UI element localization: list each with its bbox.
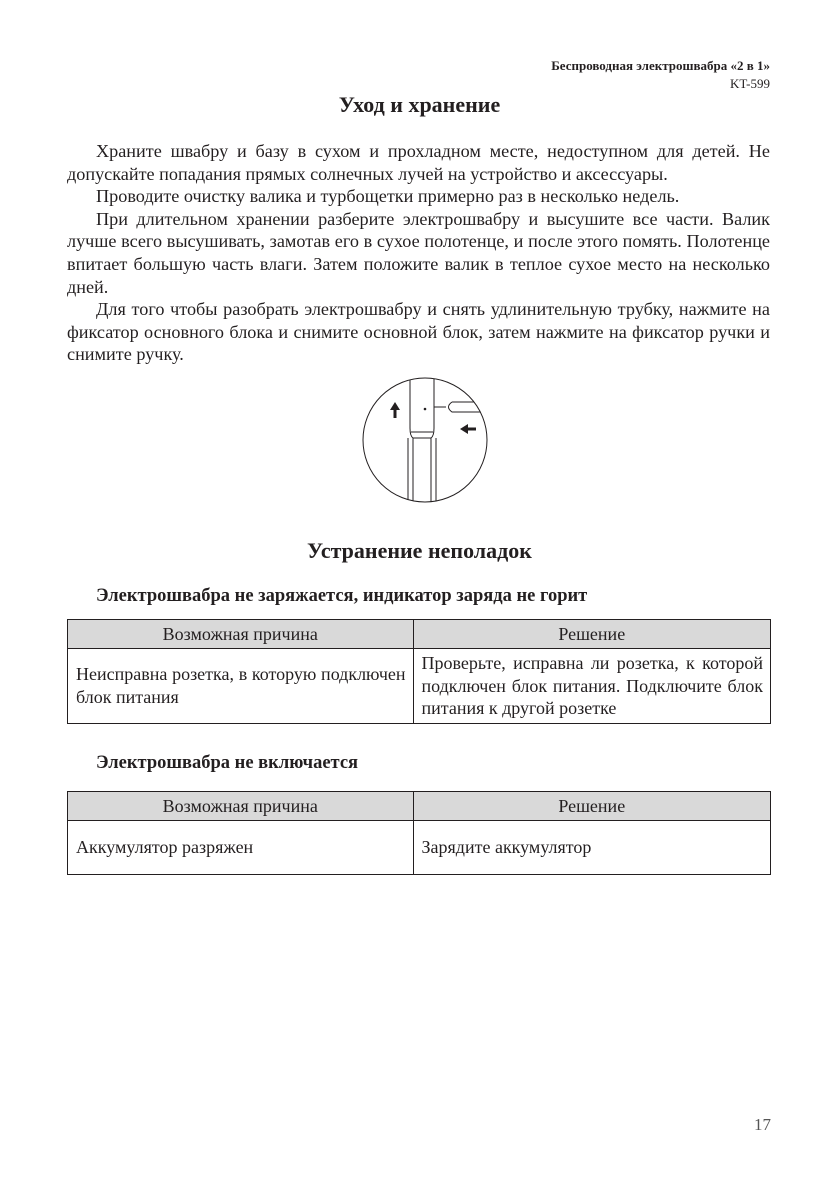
troubleshooting-section-title: Устранение неполадок (307, 538, 532, 563)
page-number: 17 (754, 1115, 771, 1134)
table-row (68, 821, 771, 875)
column-header-solution: Решение (413, 620, 771, 649)
problem-heading: Электрошвабра не включается (96, 753, 359, 773)
solution-cell: Зарядите аккумулятор (413, 821, 770, 875)
care-paragraph: Для того чтобы разобрать электрошвабру и снять удлинительную трубку, нажмите на фиксатор основного блока и снимите основной блок, затем нажмите на фиксатор ручки и снимите ручку. (67, 299, 770, 365)
table-header-row (68, 792, 771, 821)
table-header-row (68, 620, 771, 649)
solution-cell: Проверьте, исправна ли розетка, к которой подключен блок питания. Подключите блок питания к другой розетке (413, 649, 771, 724)
column-header-solution: Решение (413, 792, 770, 821)
care-instructions (67, 140, 770, 366)
table-row (68, 649, 771, 724)
header-model-number: KT-599 (730, 76, 770, 91)
header-product-title: Беспроводная электрошвабра «2 в 1» (551, 58, 770, 73)
care-paragraph: Храните швабру и базу в сухом и прохладном месте, недоступном для детей. Не допускайте попадания прямых солнечных лучей на устройство и аксессуары. (67, 141, 770, 184)
column-header-cause: Возможная причина (68, 620, 414, 649)
cause-cell: Аккумулятор разряжен (68, 821, 414, 875)
troubleshooting-table (67, 791, 771, 875)
troubleshooting-table (67, 619, 771, 724)
problem-heading: Электрошвабра не заряжается, индикатор заряда не горит (96, 586, 588, 606)
column-header-cause: Возможная причина (68, 792, 414, 821)
disassembly-illustration (360, 376, 490, 504)
care-paragraph: Проводите очистку валика и турбощетки примерно раз в несколько недель. (96, 186, 680, 207)
care-section-title: Уход и хранение (338, 92, 501, 117)
care-paragraph: При длительном хранении разберите электрошвабру и высушите все части. Валик лучше всего высушивать, замотав его в сухое полотенце, и после этого помять. Полотенце впитает большую часть влаги. Затем положите валик в теплое сухое место на несколько дней. (67, 208, 770, 297)
cause-cell: Неисправна розетка, в которую подключен блок питания (68, 649, 414, 724)
